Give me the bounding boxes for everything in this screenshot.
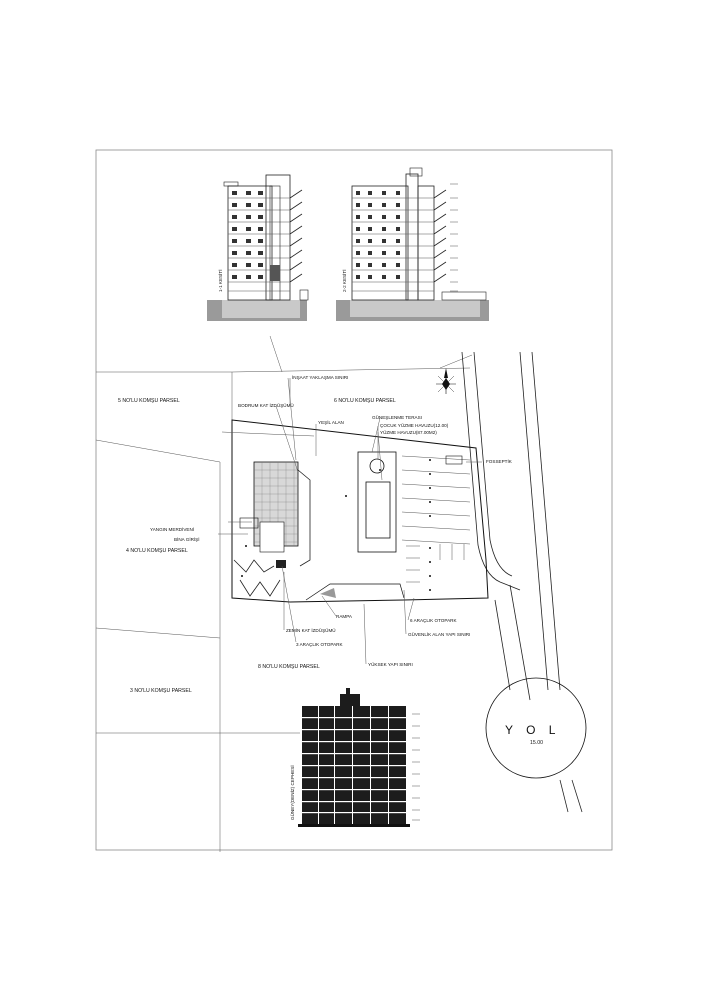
security-limit-label: GÜVENLİK ALAN YAPI SINIRI xyxy=(408,632,471,637)
section-1-1-drawing xyxy=(207,175,308,321)
section-1-1-label: 1-1 KESİTİ xyxy=(218,269,223,292)
south-elevation-drawing xyxy=(298,688,420,827)
parcel-8-label: 8 NO'LU KOMŞU PARSEL xyxy=(258,664,320,670)
road-name: Y O L xyxy=(505,723,561,737)
basement-outline-label: BODRUM KAT İZDÜŞÜMÜ xyxy=(238,403,294,408)
parking-3-label: 3 ARAÇLIK OTOPARK xyxy=(296,642,343,647)
sun-terrace-label: GÜNEŞLENME TERASI xyxy=(372,415,422,420)
section-2-2-label: 2-2 KESİTİ xyxy=(342,269,347,292)
parcel-5-label: 5 NO'LU KOMŞU PARSEL xyxy=(118,398,180,404)
green-area-label: YEŞİL ALAN xyxy=(318,420,344,425)
parcel-3-label: 3 NO'LU KOMŞU PARSEL xyxy=(130,688,192,694)
section-2-2-drawing xyxy=(336,168,489,321)
child-pool-label: ÇOCUK YÜZME HAVUZU(12.00) xyxy=(380,423,449,428)
construction-limit-label: İNŞAAT YAKLAŞMA SINIRI xyxy=(292,375,349,380)
septic-label: FOSSEPTİK xyxy=(486,459,512,464)
entrance-label: BİNA GİRİŞİ xyxy=(174,537,200,542)
road-width: 15.00 xyxy=(530,740,543,746)
north-arrow-icon xyxy=(436,368,456,394)
ground-outline-label: ZEMİN KAT İZDÜŞÜMÜ xyxy=(286,628,336,633)
parking-6-label: 6 ARAÇLIK OTOPARK xyxy=(410,618,457,623)
ramp-label: RAMPA xyxy=(336,614,352,619)
pool-label: YÜZME HAVUZU(87.00M2) xyxy=(380,430,437,435)
parcel-4-label: 4 NO'LU KOMŞU PARSEL xyxy=(126,548,188,554)
fire-escape-label: YANGIN MERDİVENİ xyxy=(150,527,195,532)
south-elevation-title: GÜNEY(DENİZ) CEPHESİ xyxy=(290,765,295,820)
parcel-6-label: 6 NO'LU KOMŞU PARSEL xyxy=(334,398,396,404)
height-limit-label: YÜKSEK YAPI SINIRI xyxy=(368,662,413,667)
